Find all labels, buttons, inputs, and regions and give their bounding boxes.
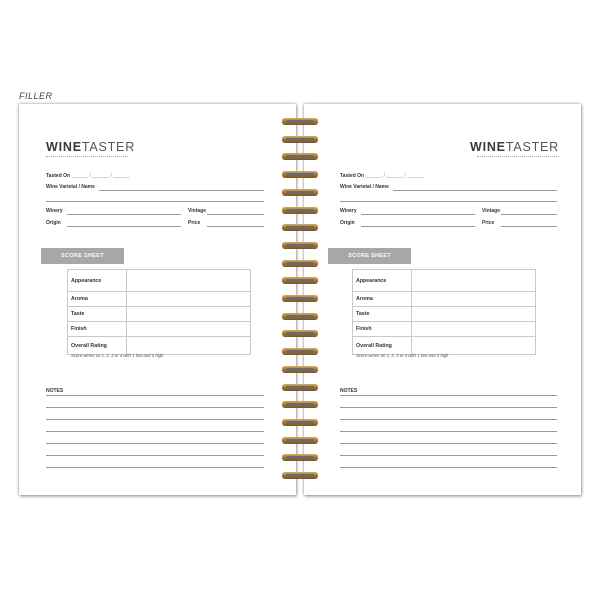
- wine-varietal-line-2[interactable]: [46, 201, 264, 202]
- notes-line[interactable]: [46, 419, 264, 420]
- score-cell[interactable]: [127, 270, 251, 292]
- score-sheet-table: [352, 269, 536, 355]
- score-cell[interactable]: [127, 322, 251, 337]
- origin-label: Origin: [46, 220, 61, 226]
- notes-line[interactable]: [340, 455, 557, 456]
- score-cell[interactable]: [127, 292, 251, 307]
- score-note: Score wines on 1, 2, 3 or 4 with 1 low and 4 high: [71, 353, 164, 358]
- score-sheet-header: SCORE SHEET: [328, 248, 411, 264]
- score-row-label: Overall Rating: [353, 337, 412, 355]
- spiral-coil: [282, 136, 318, 143]
- notes-line[interactable]: [46, 407, 264, 408]
- wine-taster-logo: WINETASTER: [46, 140, 136, 154]
- notes-line[interactable]: [46, 467, 264, 468]
- wine-varietal-line[interactable]: [393, 190, 557, 191]
- spiral-coil: [282, 171, 318, 178]
- wine-taster-logo: WINETASTER: [469, 140, 559, 154]
- vintage-label: Vintage: [188, 208, 206, 214]
- score-cell[interactable]: [412, 270, 536, 292]
- score-row-label: Finish: [353, 322, 412, 337]
- wine-varietal-line[interactable]: [99, 190, 264, 191]
- spiral-coil: [282, 419, 318, 426]
- spiral-coil: [282, 384, 318, 391]
- notes-line[interactable]: [46, 395, 264, 396]
- tasted-on-label: Tasted On ______ / ______ / ______: [46, 173, 130, 179]
- notes-line[interactable]: [340, 395, 557, 396]
- winery-label: Winery: [46, 208, 63, 214]
- spiral-coil: [282, 313, 318, 320]
- spiral-binding: [280, 118, 320, 488]
- score-row-label: Taste: [353, 307, 412, 322]
- vintage-label: Vintage: [482, 208, 500, 214]
- logo-divider: [46, 156, 128, 157]
- score-note: Score wines on 1, 2, 3 or 4 with 1 low and 4 high: [356, 353, 449, 358]
- origin-label: Origin: [340, 220, 355, 226]
- spiral-coil: [282, 207, 318, 214]
- price-line[interactable]: [501, 226, 557, 227]
- spiral-coil: [282, 330, 318, 337]
- spiral-coil: [282, 401, 318, 408]
- filler-label: FILLER: [19, 91, 53, 101]
- score-cell[interactable]: [127, 337, 251, 355]
- score-cell[interactable]: [412, 337, 536, 355]
- score-row-label: Appearance: [68, 270, 127, 292]
- spiral-coil: [282, 242, 318, 249]
- winery-label: Winery: [340, 208, 357, 214]
- price-label: Price: [482, 220, 495, 226]
- spiral-coil: [282, 366, 318, 373]
- spiral-coil: [282, 153, 318, 160]
- notes-line[interactable]: [340, 419, 557, 420]
- notes-label: NOTES: [46, 388, 64, 394]
- right-page: [304, 104, 581, 495]
- score-sheet-header: SCORE SHEET: [41, 248, 124, 264]
- notes-line[interactable]: [340, 443, 557, 444]
- notes-line[interactable]: [46, 443, 264, 444]
- logo-divider: [477, 156, 559, 157]
- tasted-on-label: Tasted On ______ / ______ / ______: [340, 173, 424, 179]
- spiral-coil: [282, 295, 318, 302]
- origin-line[interactable]: [361, 226, 475, 227]
- vintage-line[interactable]: [207, 214, 264, 215]
- score-row-label: Taste: [68, 307, 127, 322]
- spiral-coil: [282, 189, 318, 196]
- spiral-coil: [282, 437, 318, 444]
- score-cell[interactable]: [127, 307, 251, 322]
- notes-line[interactable]: [340, 431, 557, 432]
- left-page: [19, 104, 296, 495]
- winery-line[interactable]: [67, 214, 181, 215]
- price-line[interactable]: [207, 226, 264, 227]
- spiral-coil: [282, 277, 318, 284]
- price-label: Price: [188, 220, 201, 226]
- spiral-coil: [282, 260, 318, 267]
- winery-line[interactable]: [361, 214, 475, 215]
- spiral-coil: [282, 224, 318, 231]
- notes-line[interactable]: [340, 467, 557, 468]
- notes-line[interactable]: [340, 407, 557, 408]
- spiral-coil: [282, 472, 318, 479]
- wine-varietal-label: Wine Varietal / Name: [340, 184, 389, 190]
- score-row-label: Aroma: [353, 292, 412, 307]
- score-row-label: Finish: [68, 322, 127, 337]
- score-sheet-table: [67, 269, 251, 355]
- notes-line[interactable]: [46, 431, 264, 432]
- score-row-label: Overall Rating: [68, 337, 127, 355]
- score-cell[interactable]: [412, 292, 536, 307]
- spiral-coil: [282, 348, 318, 355]
- score-row-label: Appearance: [353, 270, 412, 292]
- notes-line[interactable]: [46, 455, 264, 456]
- score-row-label: Aroma: [68, 292, 127, 307]
- spiral-coil: [282, 454, 318, 461]
- wine-varietal-line-2[interactable]: [340, 201, 557, 202]
- notes-label: NOTES: [340, 388, 358, 394]
- vintage-line[interactable]: [501, 214, 557, 215]
- origin-line[interactable]: [67, 226, 181, 227]
- wine-varietal-label: Wine Varietal / Name: [46, 184, 95, 190]
- score-cell[interactable]: [412, 322, 536, 337]
- score-cell[interactable]: [412, 307, 536, 322]
- spiral-coil: [282, 118, 318, 125]
